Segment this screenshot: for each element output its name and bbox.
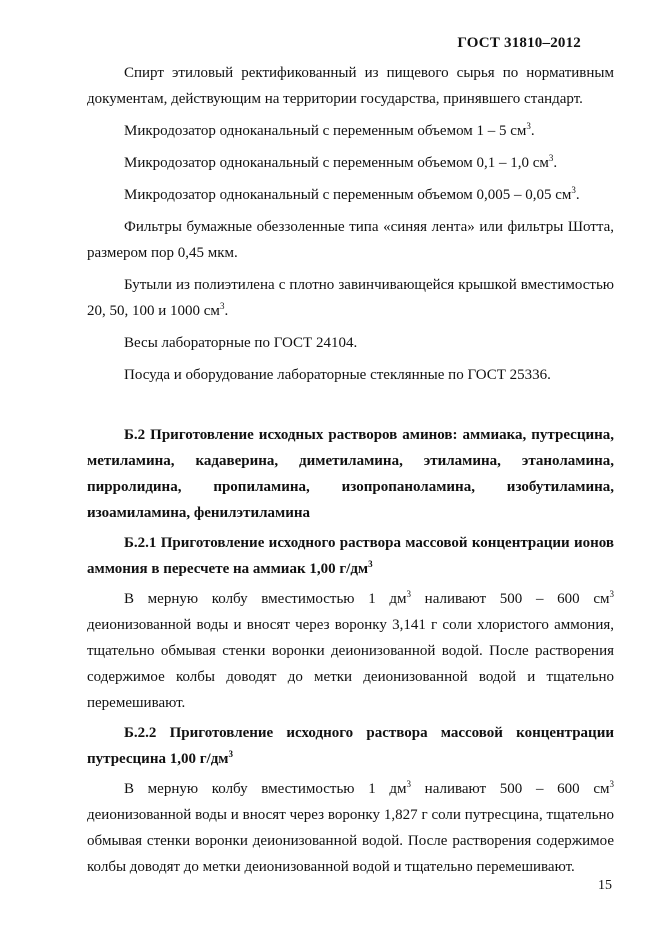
equipment-item: Бутыли из полиэтилена с плотно завинчивающейся крышкой вместимостью 20, 50, 100 и 1000 $см^3$. xyxy=(87,277,614,319)
equipment-item: Спирт этиловый ректификованный из пищевого сырья по нормативным документам, действующим на территории государства, принявшего стандарт. xyxy=(87,65,614,107)
equipment-list xyxy=(87,60,614,388)
section-b2 xyxy=(87,422,614,526)
equipment-item: Фильтры бумажные обеззоленные типа «синяя лента» или фильтры Шотта, размером пор 0,45 мкм. xyxy=(87,219,614,261)
equipment-item: Посуда и оборудование лабораторные стеклянные по ГОСТ 25336. xyxy=(124,367,551,383)
section-b2-2-body: В мерную колбу вместимостью 1 $дм^3$ наливают 500 – 600 $см^3$ деионизованной воды и вносят через воронку 1,827 г соли путресцина, тщательно обмывая стенки воронки деионизованной водой. После растворения содержимое колбы доводят до метки деионизованной водой и тщательно перемешивают. xyxy=(87,779,614,875)
section-b2-1-heading: Б.2.1 Приготовление исходного раствора массовой концентрации ионов аммония в пересчете на аммиак 1,00 $г/дм^3$ xyxy=(87,535,614,577)
equipment-item: Микродозатор одноканальный с переменным объемом 1 – 5 $см^3$. xyxy=(124,121,535,139)
page-number: 15 xyxy=(598,878,612,893)
section-b2-1-body: В мерную колбу вместимостью 1 $дм^3$ наливают 500 – 600 $см^3$ деионизованной воды и вносят через воронку 3,141 г соли хлористого аммония, тщательно обмывая стенки воронки деионизованной водой. После растворения содержимое колбы доводят до метки деионизованной водой и тщательно перемешивают. xyxy=(87,589,614,711)
equipment-item: Микродозатор одноканальный с переменным объемом 0,005 – 0,05 $см^3$. xyxy=(124,185,580,203)
equipment-item: Микродозатор одноканальный с переменным объемом 0,1 – 1,0 $см^3$. xyxy=(124,153,558,171)
equipment-item: Весы лабораторные по ГОСТ 24104. xyxy=(124,335,358,351)
section-b2-heading: Б.2 Приготовление исходных растворов аминов: аммиака, путресцина, метиламина, кадаверина, диметиламина, этиламина, этаноламина, пирролидина, пропиламина, изопропаноламина, изобутиламина, изоамиламина, фенилэтиламина xyxy=(87,427,614,521)
section-b2-2-heading: Б.2.2 Приготовление исходного раствора массовой концентрации путресцина 1,00 $г/дм^3$ xyxy=(87,725,614,767)
section-b2-2 xyxy=(87,720,614,880)
document-standard-header: ГОСТ 31810–2012 xyxy=(457,35,581,51)
section-b2-1 xyxy=(87,530,614,716)
page-content xyxy=(87,60,614,880)
